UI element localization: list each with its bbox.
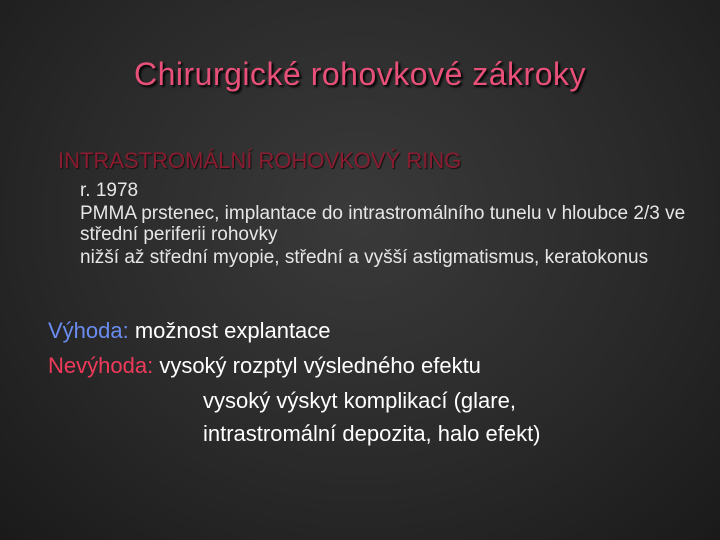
disadvantage-text: vysoký výskyt komplikací (glare, (203, 388, 516, 413)
advantage-text: možnost explantace (134, 318, 331, 343)
disadvantage-line (48, 353, 481, 379)
disadvantage-text: intrastromální depozita, halo efekt) (203, 421, 541, 446)
slide-title: Chirurgické rohovkové zákroky (134, 56, 586, 92)
bullet-list (18, 180, 698, 270)
disadvantage-text: vysoký rozptyl výsledného efektu (159, 353, 481, 378)
advantage-label: Výhoda: (48, 318, 129, 343)
bullet-text: PMMA prstenec, implantace do intrastromálního tunelu v hloubce 2/3 ve střední periferii rohovky (80, 203, 686, 245)
bullet-text: nižší až střední myopie, střední a vyšší astigmatismus, keratokonus (80, 247, 649, 268)
section-heading: INTRASTROMÁLNÍ ROHOVKOVÝ RING (58, 148, 462, 173)
bullet-item (18, 247, 698, 268)
bullet-item (18, 203, 698, 245)
disadvantage-label: Nevýhoda: (48, 353, 154, 378)
bullet-text: r. 1978 (80, 180, 139, 201)
bullet-item (18, 180, 698, 201)
advantage-line (48, 318, 331, 344)
